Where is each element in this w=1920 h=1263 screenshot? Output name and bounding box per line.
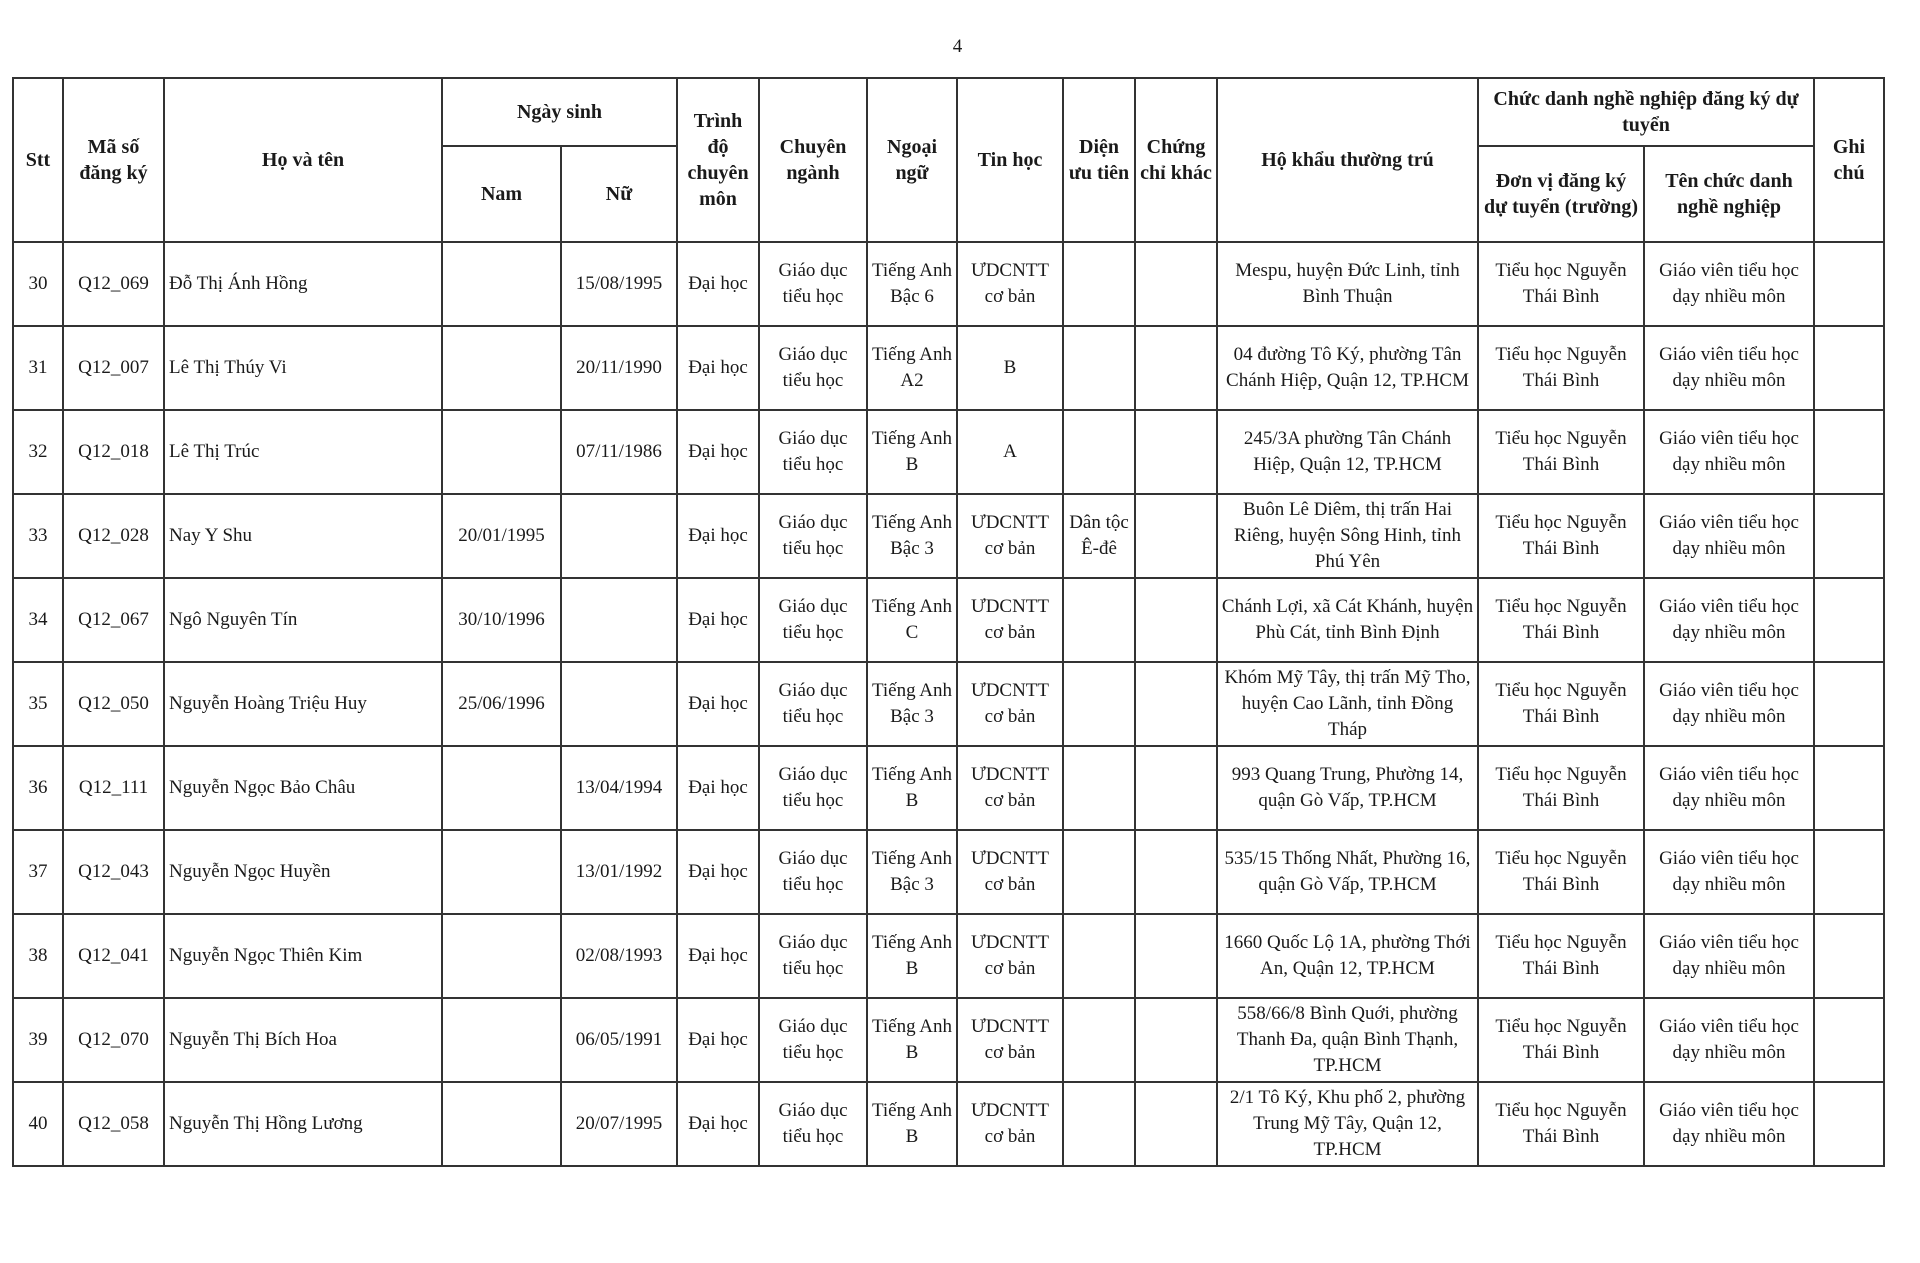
- cell-nu: 20/11/1990: [561, 326, 677, 410]
- cell-ten-chuc-danh: Giáo viên tiểu học dạy nhiều môn: [1644, 494, 1814, 578]
- cell-nu: 15/08/1995: [561, 242, 677, 326]
- cell-ngoai-ngu: Tiếng Anh Bậc 3: [867, 494, 957, 578]
- cell-ma-so: Q12_007: [63, 326, 164, 410]
- cell-chung-chi-khac: [1135, 998, 1217, 1082]
- cell-nam: [442, 410, 561, 494]
- cell-ma-so: Q12_043: [63, 830, 164, 914]
- header-dien-uu-tien: Diện ưu tiên: [1063, 78, 1135, 242]
- cell-ho-ten: Nguyễn Ngọc Thiên Kim: [164, 914, 442, 998]
- cell-stt: 37: [13, 830, 63, 914]
- cell-stt: 31: [13, 326, 63, 410]
- cell-ten-chuc-danh: Giáo viên tiểu học dạy nhiều môn: [1644, 1082, 1814, 1166]
- table-row: [13, 998, 1884, 1082]
- header-stt: Stt: [13, 78, 63, 242]
- cell-trinh-do: Đại học: [677, 998, 759, 1082]
- cell-dien-uu-tien: [1063, 746, 1135, 830]
- cell-ho-ten: Lê Thị Trúc: [164, 410, 442, 494]
- cell-don-vi: Tiểu học Nguyễn Thái Bình: [1478, 746, 1644, 830]
- cell-ho-ten: Đỗ Thị Ánh Hồng: [164, 242, 442, 326]
- cell-nu: [561, 494, 677, 578]
- cell-nu: 20/07/1995: [561, 1082, 677, 1166]
- cell-ten-chuc-danh: Giáo viên tiểu học dạy nhiều môn: [1644, 578, 1814, 662]
- cell-nam: 30/10/1996: [442, 578, 561, 662]
- cell-nam: 25/06/1996: [442, 662, 561, 746]
- cell-dien-uu-tien: [1063, 914, 1135, 998]
- cell-chung-chi-khac: [1135, 746, 1217, 830]
- cell-don-vi: Tiểu học Nguyễn Thái Bình: [1478, 326, 1644, 410]
- cell-ho-ten: Nguyễn Ngọc Bảo Châu: [164, 746, 442, 830]
- cell-ho-khau: Chánh Lợi, xã Cát Khánh, huyện Phù Cát, tỉnh Bình Định: [1217, 578, 1478, 662]
- cell-trinh-do: Đại học: [677, 662, 759, 746]
- cell-ho-ten: Nay Y Shu: [164, 494, 442, 578]
- cell-ghi-chu: [1814, 998, 1884, 1082]
- cell-ten-chuc-danh: Giáo viên tiểu học dạy nhiều môn: [1644, 914, 1814, 998]
- cell-ho-ten: Nguyễn Thị Bích Hoa: [164, 998, 442, 1082]
- cell-ngoai-ngu: Tiếng Anh B: [867, 1082, 957, 1166]
- table-row: [13, 410, 1884, 494]
- cell-ma-so: Q12_041: [63, 914, 164, 998]
- cell-ghi-chu: [1814, 662, 1884, 746]
- header-nam: Nam: [442, 146, 561, 242]
- cell-ngoai-ngu: Tiếng Anh A2: [867, 326, 957, 410]
- cell-ghi-chu: [1814, 830, 1884, 914]
- cell-tin-hoc: ƯDCNTT cơ bản: [957, 494, 1063, 578]
- cell-tin-hoc: ƯDCNTT cơ bản: [957, 830, 1063, 914]
- cell-dien-uu-tien: Dân tộc Ê-đê: [1063, 494, 1135, 578]
- cell-chung-chi-khac: [1135, 830, 1217, 914]
- cell-ho-khau: 04 đường Tô Ký, phường Tân Chánh Hiệp, Quận 12, TP.HCM: [1217, 326, 1478, 410]
- cell-ho-khau: 535/15 Thống Nhất, Phường 16, quận Gò Vấp, TP.HCM: [1217, 830, 1478, 914]
- cell-stt: 40: [13, 1082, 63, 1166]
- cell-ho-khau: 2/1 Tô Ký, Khu phố 2, phường Trung Mỹ Tây, Quận 12, TP.HCM: [1217, 1082, 1478, 1166]
- cell-nam: [442, 1082, 561, 1166]
- cell-chuyen-nganh: Giáo dục tiểu học: [759, 578, 867, 662]
- cell-ho-khau: Khóm Mỹ Tây, thị trấn Mỹ Tho, huyện Cao Lãnh, tỉnh Đồng Tháp: [1217, 662, 1478, 746]
- cell-ma-so: Q12_067: [63, 578, 164, 662]
- cell-stt: 32: [13, 410, 63, 494]
- cell-trinh-do: Đại học: [677, 1082, 759, 1166]
- cell-don-vi: Tiểu học Nguyễn Thái Bình: [1478, 914, 1644, 998]
- cell-chuyen-nganh: Giáo dục tiểu học: [759, 998, 867, 1082]
- header-ngoai-ngu: Ngoại ngữ: [867, 78, 957, 242]
- cell-chuyen-nganh: Giáo dục tiểu học: [759, 746, 867, 830]
- cell-ten-chuc-danh: Giáo viên tiểu học dạy nhiều môn: [1644, 998, 1814, 1082]
- cell-ho-ten: Nguyễn Hoàng Triệu Huy: [164, 662, 442, 746]
- cell-ngoai-ngu: Tiếng Anh Bậc 3: [867, 662, 957, 746]
- cell-ten-chuc-danh: Giáo viên tiểu học dạy nhiều môn: [1644, 662, 1814, 746]
- cell-ngoai-ngu: Tiếng Anh B: [867, 998, 957, 1082]
- cell-ho-ten: Nguyễn Ngọc Huyền: [164, 830, 442, 914]
- cell-don-vi: Tiểu học Nguyễn Thái Bình: [1478, 998, 1644, 1082]
- header-chuyen-nganh: Chuyên ngành: [759, 78, 867, 242]
- cell-ngoai-ngu: Tiếng Anh Bậc 3: [867, 830, 957, 914]
- cell-tin-hoc: ƯDCNTT cơ bản: [957, 1082, 1063, 1166]
- cell-trinh-do: Đại học: [677, 326, 759, 410]
- table-body: [13, 242, 1884, 1166]
- cell-ho-ten: Nguyễn Thị Hồng Lương: [164, 1082, 442, 1166]
- cell-chung-chi-khac: [1135, 914, 1217, 998]
- table-row: [13, 326, 1884, 410]
- cell-ghi-chu: [1814, 1082, 1884, 1166]
- cell-chuyen-nganh: Giáo dục tiểu học: [759, 662, 867, 746]
- cell-ten-chuc-danh: Giáo viên tiểu học dạy nhiều môn: [1644, 410, 1814, 494]
- cell-nu: 07/11/1986: [561, 410, 677, 494]
- cell-nam: [442, 914, 561, 998]
- cell-chung-chi-khac: [1135, 494, 1217, 578]
- cell-ghi-chu: [1814, 578, 1884, 662]
- cell-ma-so: Q12_058: [63, 1082, 164, 1166]
- cell-dien-uu-tien: [1063, 578, 1135, 662]
- cell-don-vi: Tiểu học Nguyễn Thái Bình: [1478, 1082, 1644, 1166]
- cell-ho-khau: 1660 Quốc Lộ 1A, phường Thới An, Quận 12, TP.HCM: [1217, 914, 1478, 998]
- cell-stt: 33: [13, 494, 63, 578]
- cell-nu: 06/05/1991: [561, 998, 677, 1082]
- cell-ho-khau: 558/66/8 Bình Quới, phường Thanh Đa, quận Bình Thạnh, TP.HCM: [1217, 998, 1478, 1082]
- cell-don-vi: Tiểu học Nguyễn Thái Bình: [1478, 410, 1644, 494]
- cell-nu: 13/01/1992: [561, 830, 677, 914]
- cell-ghi-chu: [1814, 494, 1884, 578]
- header-nu: Nữ: [561, 146, 677, 242]
- cell-ma-so: Q12_070: [63, 998, 164, 1082]
- cell-ghi-chu: [1814, 326, 1884, 410]
- cell-ngoai-ngu: Tiếng Anh B: [867, 410, 957, 494]
- table-row: [13, 914, 1884, 998]
- header-tin-hoc: Tin học: [957, 78, 1063, 242]
- cell-stt: 35: [13, 662, 63, 746]
- page-number: 4: [952, 36, 963, 57]
- table-row: [13, 494, 1884, 578]
- cell-nam: [442, 830, 561, 914]
- cell-nam: [442, 326, 561, 410]
- cell-don-vi: Tiểu học Nguyễn Thái Bình: [1478, 242, 1644, 326]
- cell-tin-hoc: A: [957, 410, 1063, 494]
- cell-chuyen-nganh: Giáo dục tiểu học: [759, 830, 867, 914]
- cell-ten-chuc-danh: Giáo viên tiểu học dạy nhiều môn: [1644, 242, 1814, 326]
- cell-stt: 39: [13, 998, 63, 1082]
- cell-don-vi: Tiểu học Nguyễn Thái Bình: [1478, 578, 1644, 662]
- cell-ghi-chu: [1814, 914, 1884, 998]
- cell-chuyen-nganh: Giáo dục tiểu học: [759, 326, 867, 410]
- header-trinh-do: Trình độ chuyên môn: [677, 78, 759, 242]
- cell-ho-khau: 245/3A phường Tân Chánh Hiệp, Quận 12, TP.HCM: [1217, 410, 1478, 494]
- cell-ho-ten: Ngô Nguyên Tín: [164, 578, 442, 662]
- cell-dien-uu-tien: [1063, 662, 1135, 746]
- header-chung-chi-khac: Chứng chỉ khác: [1135, 78, 1217, 242]
- cell-stt: 34: [13, 578, 63, 662]
- cell-tin-hoc: ƯDCNTT cơ bản: [957, 998, 1063, 1082]
- cell-chung-chi-khac: [1135, 410, 1217, 494]
- cell-ma-so: Q12_018: [63, 410, 164, 494]
- cell-stt: 36: [13, 746, 63, 830]
- header-ho-khau: Hộ khẩu thường trú: [1217, 78, 1478, 242]
- cell-trinh-do: Đại học: [677, 410, 759, 494]
- cell-trinh-do: Đại học: [677, 746, 759, 830]
- cell-ghi-chu: [1814, 242, 1884, 326]
- cell-ten-chuc-danh: Giáo viên tiểu học dạy nhiều môn: [1644, 830, 1814, 914]
- cell-ho-khau: Mespu, huyện Đức Linh, tỉnh Bình Thuận: [1217, 242, 1478, 326]
- cell-tin-hoc: B: [957, 326, 1063, 410]
- cell-ho-ten: Lê Thị Thúy Vi: [164, 326, 442, 410]
- table-row: [13, 578, 1884, 662]
- header-don-vi: Đơn vị đăng ký dự tuyển (trường): [1478, 146, 1644, 242]
- table-row: [13, 662, 1884, 746]
- cell-nam: [442, 998, 561, 1082]
- cell-trinh-do: Đại học: [677, 830, 759, 914]
- table-row: [13, 242, 1884, 326]
- cell-ngoai-ngu: Tiếng Anh B: [867, 914, 957, 998]
- cell-nu: [561, 662, 677, 746]
- cell-ho-khau: 993 Quang Trung, Phường 14, quận Gò Vấp, TP.HCM: [1217, 746, 1478, 830]
- cell-chung-chi-khac: [1135, 1082, 1217, 1166]
- cell-ngoai-ngu: Tiếng Anh C: [867, 578, 957, 662]
- cell-ngoai-ngu: Tiếng Anh B: [867, 746, 957, 830]
- header-ho-ten: Họ và tên: [164, 78, 442, 242]
- cell-tin-hoc: ƯDCNTT cơ bản: [957, 242, 1063, 326]
- cell-dien-uu-tien: [1063, 242, 1135, 326]
- cell-ten-chuc-danh: Giáo viên tiểu học dạy nhiều môn: [1644, 746, 1814, 830]
- cell-trinh-do: Đại học: [677, 914, 759, 998]
- cell-chuyen-nganh: Giáo dục tiểu học: [759, 242, 867, 326]
- header-chuc-danh: Chức danh nghề nghiệp đăng ký dự tuyển: [1478, 78, 1814, 146]
- cell-chung-chi-khac: [1135, 242, 1217, 326]
- cell-ma-so: Q12_069: [63, 242, 164, 326]
- cell-ma-so: Q12_028: [63, 494, 164, 578]
- cell-nu: 13/04/1994: [561, 746, 677, 830]
- cell-chuyen-nganh: Giáo dục tiểu học: [759, 1082, 867, 1166]
- table-row: [13, 746, 1884, 830]
- cell-don-vi: Tiểu học Nguyễn Thái Bình: [1478, 830, 1644, 914]
- cell-don-vi: Tiểu học Nguyễn Thái Bình: [1478, 662, 1644, 746]
- cell-tin-hoc: ƯDCNTT cơ bản: [957, 914, 1063, 998]
- cell-dien-uu-tien: [1063, 1082, 1135, 1166]
- header-ghi-chu: Ghi chú: [1814, 78, 1884, 242]
- cell-trinh-do: Đại học: [677, 578, 759, 662]
- cell-chung-chi-khac: [1135, 662, 1217, 746]
- header-ma-so: Mã số đăng ký: [63, 78, 164, 242]
- cell-tin-hoc: ƯDCNTT cơ bản: [957, 746, 1063, 830]
- cell-chuyen-nganh: Giáo dục tiểu học: [759, 914, 867, 998]
- table-row: [13, 1082, 1884, 1166]
- cell-chuyen-nganh: Giáo dục tiểu học: [759, 410, 867, 494]
- cell-chuyen-nganh: Giáo dục tiểu học: [759, 494, 867, 578]
- cell-trinh-do: Đại học: [677, 242, 759, 326]
- cell-ngoai-ngu: Tiếng Anh Bậc 6: [867, 242, 957, 326]
- cell-dien-uu-tien: [1063, 410, 1135, 494]
- cell-stt: 38: [13, 914, 63, 998]
- cell-nam: [442, 746, 561, 830]
- cell-nam: 20/01/1995: [442, 494, 561, 578]
- cell-dien-uu-tien: [1063, 830, 1135, 914]
- cell-ghi-chu: [1814, 410, 1884, 494]
- cell-trinh-do: Đại học: [677, 494, 759, 578]
- cell-ma-so: Q12_050: [63, 662, 164, 746]
- cell-don-vi: Tiểu học Nguyễn Thái Bình: [1478, 494, 1644, 578]
- candidate-table: [12, 77, 1885, 1167]
- cell-stt: 30: [13, 242, 63, 326]
- cell-ho-khau: Buôn Lê Diêm, thị trấn Hai Riêng, huyện Sông Hinh, tỉnh Phú Yên: [1217, 494, 1478, 578]
- header-ngay-sinh: Ngày sinh: [442, 78, 677, 146]
- cell-ghi-chu: [1814, 746, 1884, 830]
- cell-nu: 02/08/1993: [561, 914, 677, 998]
- cell-tin-hoc: ƯDCNTT cơ bản: [957, 578, 1063, 662]
- table-header: [13, 78, 1884, 242]
- cell-ten-chuc-danh: Giáo viên tiểu học dạy nhiều môn: [1644, 326, 1814, 410]
- cell-dien-uu-tien: [1063, 998, 1135, 1082]
- cell-ma-so: Q12_111: [63, 746, 164, 830]
- header-ten-chuc-danh: Tên chức danh nghề nghiệp: [1644, 146, 1814, 242]
- cell-chung-chi-khac: [1135, 578, 1217, 662]
- cell-chung-chi-khac: [1135, 326, 1217, 410]
- cell-nu: [561, 578, 677, 662]
- table-row: [13, 830, 1884, 914]
- cell-tin-hoc: ƯDCNTT cơ bản: [957, 662, 1063, 746]
- cell-nam: [442, 242, 561, 326]
- cell-dien-uu-tien: [1063, 326, 1135, 410]
